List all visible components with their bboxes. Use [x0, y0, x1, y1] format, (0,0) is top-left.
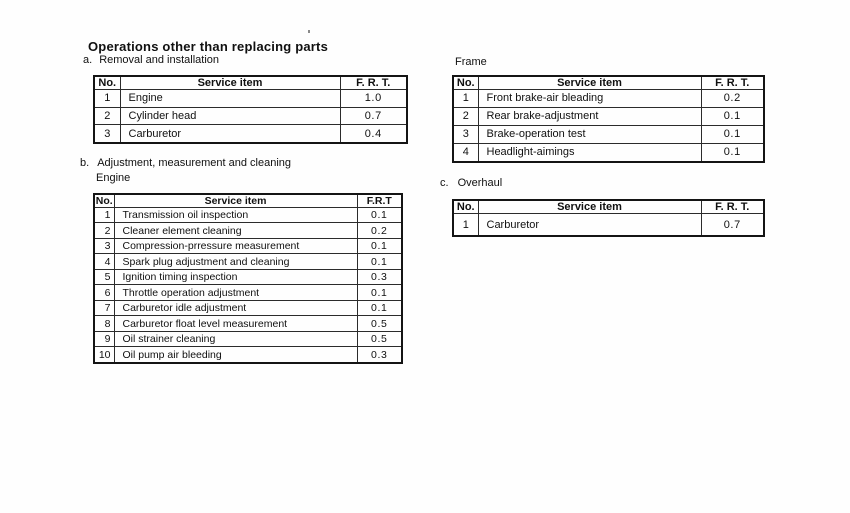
table-header-row — [94, 76, 407, 90]
cell-no: 3 — [94, 125, 120, 143]
cell-no: 8 — [94, 316, 114, 331]
cell-item: Headlight-aimings — [478, 143, 701, 162]
cell-no: 1 — [453, 214, 478, 237]
table-row — [453, 214, 764, 237]
page-title: Operations other than replacing parts — [88, 39, 328, 54]
cell-no: 1 — [453, 90, 478, 108]
section-c-heading-text: Overhaul — [457, 177, 503, 189]
cell-frt: 0.2 — [701, 90, 764, 108]
cell-frt: 0.1 — [357, 254, 402, 269]
table-row — [94, 238, 402, 253]
section-a-label: a. — [83, 54, 93, 66]
section-a-heading — [83, 54, 219, 66]
cell-no: 9 — [94, 331, 114, 346]
section-b-heading — [80, 157, 291, 169]
cell-frt: 0.2 — [357, 223, 402, 238]
cell-item: Ignition timing inspection — [114, 269, 357, 284]
cell-frt: 1.0 — [340, 90, 407, 108]
table-header-row — [94, 194, 402, 208]
cell-frt: 0.1 — [701, 143, 764, 162]
cell-item: Transmission oil inspection — [114, 208, 357, 223]
table-row — [94, 254, 402, 269]
frame-table — [452, 75, 765, 163]
section-c-heading — [440, 177, 502, 189]
table-row — [94, 300, 402, 315]
section-b-subheading: Engine — [96, 172, 131, 184]
cell-item: Cleaner element cleaning — [114, 223, 357, 238]
cell-no: 4 — [94, 254, 114, 269]
table-row — [94, 107, 407, 125]
cell-frt: 0.5 — [357, 316, 402, 331]
table-header-row — [453, 200, 764, 214]
cell-no: 1 — [94, 90, 120, 108]
cell-item: Cylinder head — [120, 107, 340, 125]
table-row — [94, 223, 402, 238]
table-row — [94, 208, 402, 223]
col-header-frt: F.R.T — [357, 194, 402, 208]
cell-frt: 0.1 — [357, 300, 402, 315]
cell-frt: 0.3 — [357, 347, 402, 363]
cell-no: 4 — [453, 143, 478, 162]
cell-item: Spark plug adjustment and cleaning — [114, 254, 357, 269]
table-row — [453, 125, 764, 143]
cell-item: Carburetor idle adjustment — [114, 300, 357, 315]
table-row — [94, 125, 407, 143]
col-header-item: Service item — [478, 76, 701, 90]
cell-no: 2 — [94, 223, 114, 238]
cell-no: 2 — [453, 107, 478, 125]
adjustment-measurement-cleaning-table — [93, 193, 403, 364]
cell-item: Carburetor float level measurement — [114, 316, 357, 331]
cell-frt: 0.3 — [357, 269, 402, 284]
cell-frt: 0.7 — [701, 214, 764, 237]
cell-no: 5 — [94, 269, 114, 284]
cell-no: 3 — [453, 125, 478, 143]
frame-heading: Frame — [455, 56, 487, 68]
cell-frt: 0.1 — [357, 238, 402, 253]
cell-frt: 0.7 — [340, 107, 407, 125]
cell-item: Front brake-air bleading — [478, 90, 701, 108]
cell-item: Compression-prressure measurement — [114, 238, 357, 253]
cell-frt: 0.1 — [701, 107, 764, 125]
col-header-item: Service item — [120, 76, 340, 90]
cell-item: Oil strainer cleaning — [114, 331, 357, 346]
overhaul-table — [452, 199, 765, 237]
table-row — [453, 90, 764, 108]
col-header-frt: F. R. T. — [701, 200, 764, 214]
table-row — [94, 90, 407, 108]
table-row — [94, 269, 402, 284]
col-header-frt: F. R. T. — [340, 76, 407, 90]
section-a-heading-text: Removal and installation — [99, 54, 220, 66]
section-b-label: b. — [80, 157, 90, 169]
cell-frt: 0.1 — [357, 208, 402, 223]
cell-frt: 0.1 — [357, 285, 402, 300]
col-header-frt: F. R. T. — [701, 76, 764, 90]
col-header-no: No. — [94, 76, 120, 90]
table-row — [94, 285, 402, 300]
cell-item: Throttle operation adjustment — [114, 285, 357, 300]
col-header-no: No. — [95, 195, 113, 207]
cell-no: 1 — [94, 208, 114, 223]
cell-no: 2 — [94, 107, 120, 125]
cell-item: Carburetor — [478, 214, 701, 237]
cell-item: Carburetor — [120, 125, 340, 143]
cell-item: Rear brake-adjustment — [478, 107, 701, 125]
cell-no: 3 — [94, 238, 114, 253]
cell-no: 7 — [94, 300, 114, 315]
removal-installation-table — [93, 75, 408, 144]
cell-item: Oil pump air bleeding — [114, 347, 357, 363]
cell-item: Brake-operation test — [478, 125, 701, 143]
cell-frt: 0.5 — [357, 331, 402, 346]
table-header-row — [453, 76, 764, 90]
col-header-item: Service item — [478, 200, 701, 214]
scan-artifact-speck — [308, 30, 310, 33]
cell-item: Engine — [120, 90, 340, 108]
cell-no: 6 — [94, 285, 114, 300]
col-header-item: Service item — [114, 194, 357, 208]
cell-frt: 0.4 — [340, 125, 407, 143]
cell-no: 10 — [94, 347, 114, 363]
table-row — [94, 331, 402, 346]
table-row — [94, 316, 402, 331]
table-row — [453, 107, 764, 125]
section-b-heading-text: Adjustment, measurement and cleaning — [97, 157, 292, 169]
cell-frt: 0.1 — [701, 125, 764, 143]
table-row — [453, 143, 764, 162]
col-header-no: No. — [453, 200, 478, 214]
section-c-label: c. — [440, 177, 449, 189]
col-header-no: No. — [453, 76, 478, 90]
table-row — [94, 347, 402, 363]
